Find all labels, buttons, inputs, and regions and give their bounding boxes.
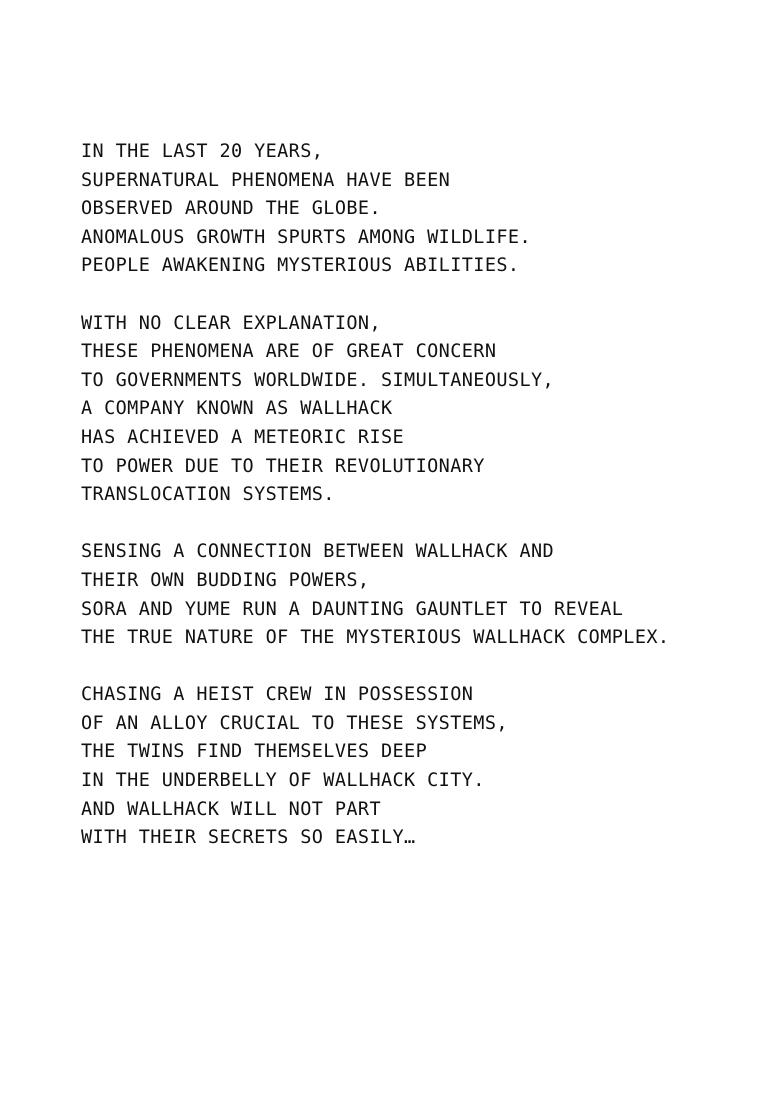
text-line: HAS ACHIEVED A METEORIC RISE bbox=[81, 426, 405, 448]
paragraph-3 bbox=[81, 538, 761, 652]
text-line: IN THE UNDERBELLY OF WALLHACK CITY. bbox=[81, 770, 485, 792]
text-line: THEIR OWN BUDDING POWERS, bbox=[81, 569, 370, 591]
text-line: SUPERNATURAL PHENOMENA HAVE BEEN bbox=[81, 169, 451, 191]
text-line: IN THE LAST 20 YEARS, bbox=[81, 141, 324, 162]
text-line: TO POWER DUE TO THEIR REVOLUTIONARY bbox=[81, 455, 485, 477]
text-line: WITH THEIR SECRETS SO EASILY… bbox=[81, 827, 416, 849]
text-line: PEOPLE AWAKENING MYSTERIOUS ABILITIES. bbox=[81, 255, 520, 277]
paragraph-2 bbox=[81, 310, 761, 510]
paragraph-1 bbox=[81, 138, 761, 281]
text-line: TO GOVERNMENTS WORLDWIDE. SIMULTANEOUSLY, bbox=[81, 369, 555, 391]
text-line: SENSING A CONNECTION BETWEEN WALLHACK AND bbox=[81, 541, 555, 563]
text-line: TRANSLOCATION SYSTEMS. bbox=[81, 484, 335, 506]
text-line: THE TWINS FIND THEMSELVES DEEP bbox=[81, 741, 428, 763]
text-line: ANOMALOUS GROWTH SPURTS AMONG WILDLIFE. bbox=[81, 226, 531, 248]
text-line: CHASING A HEIST CREW IN POSSESSION bbox=[81, 684, 474, 706]
text-line: OF AN ALLOY CRUCIAL TO THESE SYSTEMS, bbox=[81, 712, 508, 734]
text-line: OBSERVED AROUND THE GLOBE. bbox=[81, 198, 381, 220]
paragraph-4 bbox=[81, 681, 761, 853]
text-line: WITH NO CLEAR EXPLANATION, bbox=[81, 312, 381, 334]
text-line: THE TRUE NATURE OF THE MYSTERIOUS WALLHACK COMPLEX. bbox=[81, 627, 670, 649]
text-line: THESE PHENOMENA ARE OF GREAT CONCERN bbox=[81, 341, 497, 363]
text-line: AND WALLHACK WILL NOT PART bbox=[81, 798, 381, 820]
text-line: SORA AND YUME RUN A DAUNTING GAUNTLET TO REVEAL bbox=[81, 598, 624, 620]
text-line: A COMPANY KNOWN AS WALLHACK bbox=[81, 398, 393, 420]
story-text bbox=[81, 138, 761, 881]
